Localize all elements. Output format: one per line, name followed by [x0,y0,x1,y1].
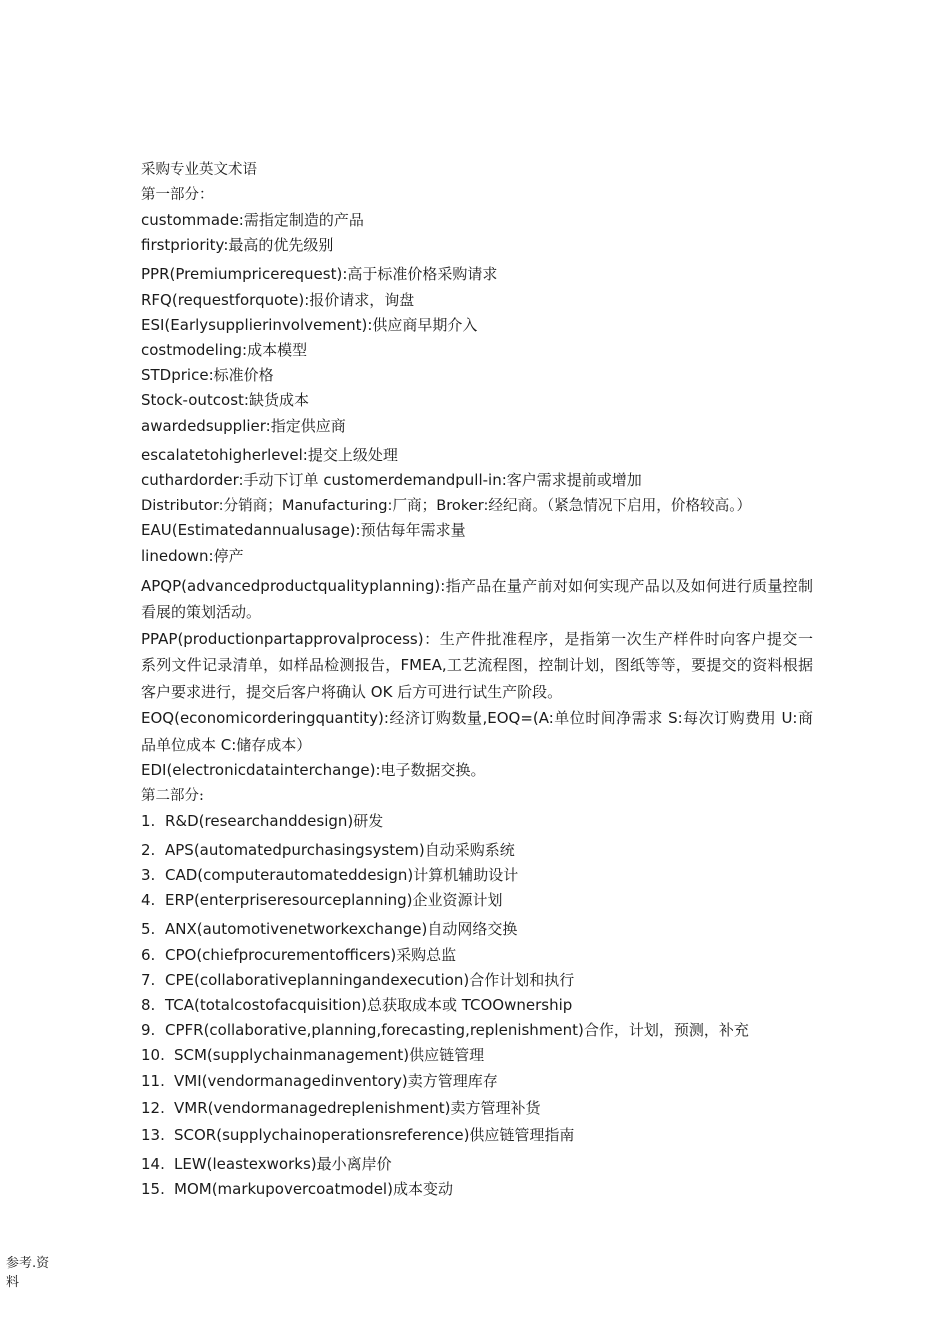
list-item [141,1152,813,1177]
term-item: RFQ(requestforquote):报价请求，询盘 [141,290,415,309]
list-text: VMR(vendormanagedreplenishment)卖方管理补货 [174,1098,541,1117]
list-item [141,993,813,1018]
document-body [141,158,813,1203]
part1-heading: 第一部分： [141,187,214,203]
list-number: 2. [141,840,156,859]
list-text: ERP(enterpriseresourceplanning)企业资源计划 [165,891,503,910]
term-item: Stock-outcost:缺货成本 [141,391,309,410]
term-item: custommade:需指定制造的产品 [141,211,364,229]
list-number: 11. [141,1071,165,1090]
list-number: 13. [141,1125,165,1144]
term-item: EDI(electronicdatainterchange):电子数据交换。 [141,761,486,780]
term-item-eoq: EOQ(economicorderingquantity):经济订购数量,EOQ=(A:单位时间净需求 S:每次订购费用 U:商品单位成本 C:储存成本） [141,709,813,754]
list-item [141,1069,813,1094]
list-text: CPFR(collaborative,planning,forecasting,replenishment)合作，计划，预测，补充 [165,1021,749,1040]
list-item [141,1177,813,1202]
list-item [141,1123,813,1148]
list-item [141,809,813,834]
list-item [141,863,813,888]
list-item [141,943,813,968]
term-item: EAU(Estimatedannualusage):预估每年需求量 [141,521,466,540]
term-item-apqp: APQP(advancedproductqualityplanning):指产品在量产前对如何实现产品以及如何进行质量控制看展的策划活动。 [141,576,813,622]
list-number: 9. [141,1021,156,1040]
list-number: 5. [141,920,156,939]
list-text: VMI(vendormanagedinventory)卖方管理库存 [174,1071,498,1090]
term-item-ppap: PPAP(productionpartapprovalprocess)：生产件批准程序，是指第一次生产样件时向客户提交一系列文件记录清单，如样品检测报告，FMEA,工艺流程图，控制计划，图纸等等，要提交的资料根据客户要求进行，提交后客户将确认 OK 后方可进行试生产阶段。 [141,629,813,701]
list-number: 14. [141,1155,165,1174]
term-item: cuthardorder:手动下订单 customerdemandpull-in:客户需求提前或增加 [141,471,642,490]
part2-heading: 第二部分: [141,787,204,804]
footer-note: 参考.资料 [6,1256,50,1290]
list-number: 6. [141,945,156,964]
term-item: escalatetohigherlevel:提交上级处理 [141,445,398,464]
list-number: 10. [141,1046,165,1065]
list-text: LEW(leastexworks)最小离岸价 [174,1155,392,1174]
term-item: ESI(Earlysupplierinvolvement):供应商早期介入 [141,315,478,334]
list-text: SCOR(supplychainoperationsreference)供应链管理指南 [174,1125,575,1144]
list-text: ANX(automotivenetworkexchange)自动网络交换 [165,920,518,939]
list-item [141,1043,813,1068]
list-text: CPE(collaborativeplanningandexecution)合作计划和执行 [165,970,575,989]
list-item [141,838,813,863]
term-item: Distributor:分销商；Manufacturing:厂商；Broker:经纪商。（紧急情况下启用，价格较高。） [141,497,752,515]
list-text: CAD(computerautomateddesign)计算机辅助设计 [165,865,519,884]
list-text: APS(automatedpurchasingsystem)自动采购系统 [165,840,515,859]
list-number: 7. [141,970,156,989]
list-item [141,1096,813,1121]
list-number: 12. [141,1098,165,1117]
list-number: 8. [141,995,156,1014]
list-item [141,968,813,993]
term-item: PPR(Premiumpricerequest):高于标准价格采购请求 [141,265,498,284]
list-text: R&D(researchanddesign)研发 [165,811,384,830]
list-item [141,1018,813,1043]
term-item: awardedsupplier:指定供应商 [141,416,346,435]
list-number: 3. [141,865,156,884]
list-text: MOM(markupovercoatmodel)成本变动 [174,1180,453,1199]
list-item [141,888,813,913]
list-number: 15. [141,1180,165,1199]
list-text: CPO(chiefprocurementofficers)采购总监 [165,945,457,964]
term-item: costmodeling:成本模型 [141,341,308,360]
term-item: linedown:停产 [141,546,244,565]
list-number: 1. [141,811,156,830]
list-text: TCA(totalcostofacquisition)总获取成本或 TCOOwnership [165,995,573,1014]
term-item: STDprice:标准价格 [141,366,274,385]
document-title: 采购专业英文术语 [141,162,257,178]
list-item [141,917,813,942]
list-text: SCM(supplychainmanagement)供应链管理 [174,1046,485,1065]
term-item: firstpriority:最高的优先级别 [141,236,334,255]
list-number: 4. [141,891,156,910]
